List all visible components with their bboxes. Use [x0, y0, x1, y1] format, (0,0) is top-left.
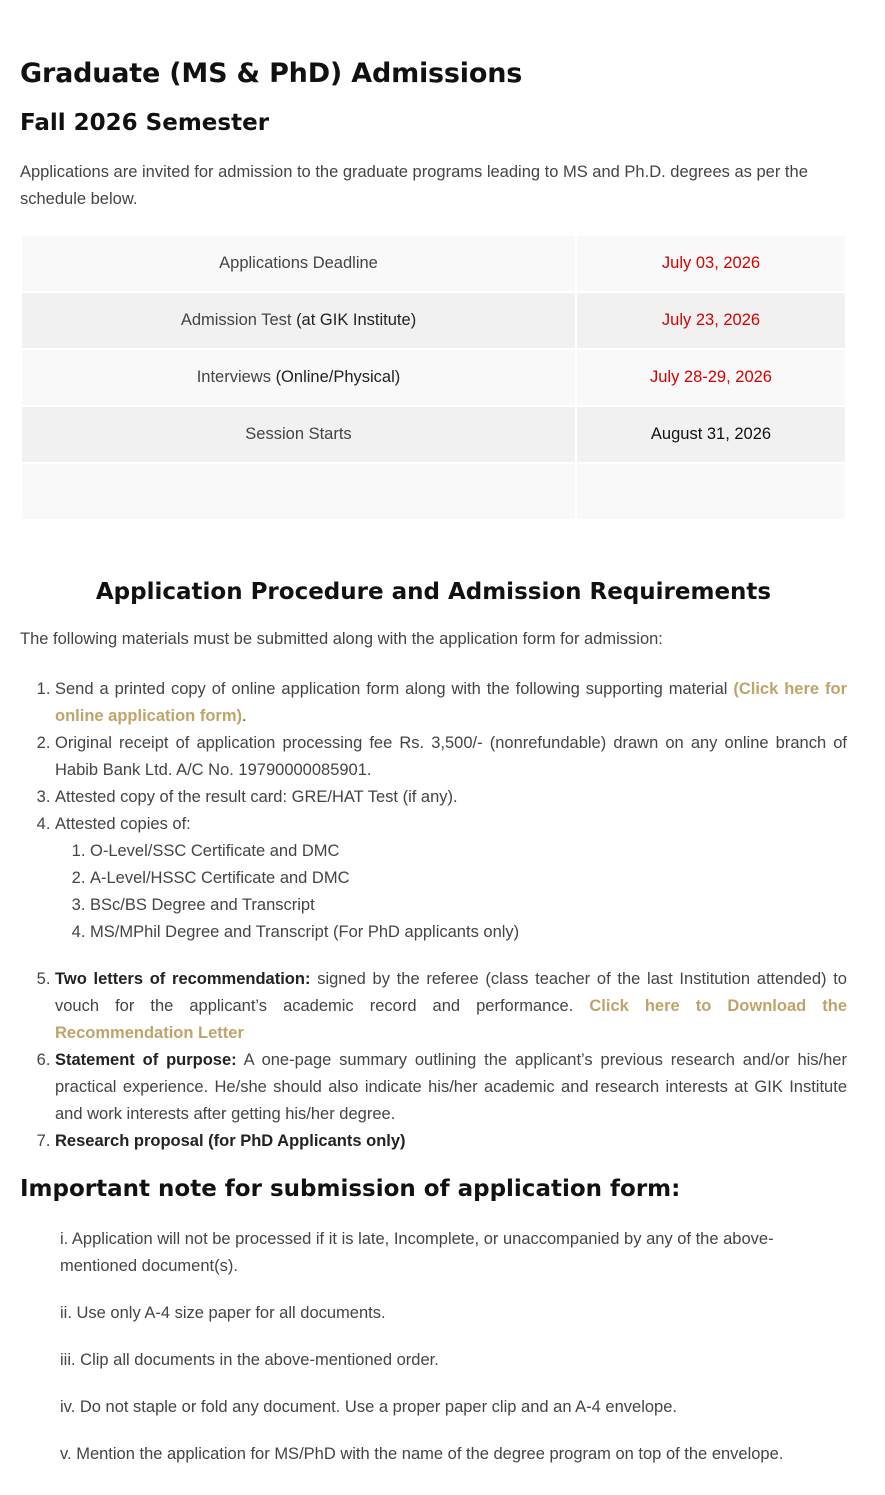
table-row [22, 350, 845, 405]
schedule-label [22, 464, 575, 519]
table-row [22, 407, 845, 462]
note-item: i. Application will not be processed if it is late, Incomplete, or unaccompanied by any of the above-mentioned document(s). [60, 1230, 774, 1275]
sub-list-item: 2. A-Level/HSSC Certificate and DMC [90, 865, 847, 892]
schedule-date: August 31, 2026 [577, 407, 845, 462]
schedule-date [577, 464, 845, 519]
recommendation-letter-link[interactable]: Click here to Download the Recommendation Letter [55, 997, 847, 1042]
page-title: Graduate (MS & PhD) Admissions [20, 58, 523, 89]
note-item: ii. Use only A-4 size paper for all documents. [60, 1304, 386, 1322]
list-item: 6. Statement of purpose: A one-page summary outlining the applicant’s previous research and/or his/her practical experience. He/she should also indicate his/her academic and research interests at GIK Institute and work interests after getting his/her degree. [55, 1047, 847, 1128]
list-item: 1. Send a printed copy of online application form along with the following supporting material (Click here for online application form). [55, 676, 847, 730]
table-row [22, 293, 845, 348]
note-item: iii. Clip all documents in the above-mentioned order. [60, 1351, 439, 1369]
sub-list-item: 4. MS/MPhil Degree and Transcript (For PhD applicants only) [90, 919, 847, 946]
list-item: 4. Attested copies of: 1. O-Level/SSC Certificate and DMC 2. A-Level/HSSC Certificate and DMC 3. BSc/BS Degree and Transcript 4. MS/MPhil Degree and Transcript (For PhD applicants only) [55, 811, 847, 946]
list-item: 7. Research proposal (for PhD Applicants only) [55, 1128, 847, 1155]
schedule-label: Interviews (Online/Physical) [22, 350, 575, 405]
list-item: 3. Attested copy of the result card: GRE/HAT Test (if any). [55, 784, 847, 811]
schedule-label: Applications Deadline [22, 236, 575, 291]
important-note-heading: Important note for submission of application form: [20, 1176, 681, 1202]
table-row [22, 464, 845, 519]
sub-list-item: 1. O-Level/SSC Certificate and DMC [90, 838, 847, 865]
list-item: 5. Two letters of recommendation: signed by the referee (class teacher of the last Institution attended) to vouch for the applicant’s academic record and performance. Click here to Download the Recommendation Letter [55, 966, 847, 1047]
schedule-date: July 03, 2026 [577, 236, 845, 291]
attested-copies-list [55, 838, 847, 946]
sub-list-item: 3. BSc/BS Degree and Transcript [90, 892, 847, 919]
schedule-label: Session Starts [22, 407, 575, 462]
semester-heading: Fall 2026 Semester [20, 110, 270, 136]
procedure-lead: The following materials must be submitted along with the application form for admission: [20, 630, 663, 648]
list-item: 2. Original receipt of application processing fee Rs. 3,500/- (nonrefundable) drawn on any online branch of Habib Bank Ltd. A/C No. 19790000085901. [55, 730, 847, 784]
schedule-label: Admission Test (at GIK Institute) [22, 293, 575, 348]
note-item: iv. Do not staple or fold any document. Use a proper paper clip and an A-4 envelope. [60, 1398, 677, 1416]
table-row [22, 236, 845, 291]
intro-text: Applications are invited for admission to the graduate programs leading to MS and Ph.D. degrees as per the schedule below. [20, 163, 808, 208]
schedule-table [20, 234, 847, 521]
schedule-date: July 28-29, 2026 [577, 350, 845, 405]
important-notes [60, 1226, 820, 1488]
note-item: v. Mention the application for MS/PhD with the name of the degree program on top of the envelope. [60, 1445, 784, 1463]
procedure-heading: Application Procedure and Admission Requirements [95, 579, 772, 605]
schedule-date: July 23, 2026 [577, 293, 845, 348]
online-application-link[interactable]: (Click here for online application form) [55, 680, 847, 725]
requirements-list [20, 676, 847, 1155]
